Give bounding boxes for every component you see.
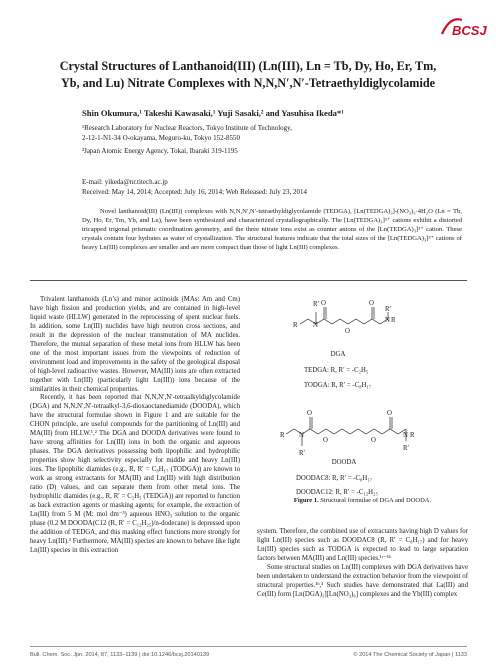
logo-text: BCSJ — [452, 23, 487, 38]
caption-label: Figure 1. — [293, 497, 319, 504]
abstract: Novel lanthanoid(III) (Ln(III)) complexes with N,N,N′,N′-tetraethyldiglycolamide (TEDGA), [Ln(TEDGA)₃]-(NO₃)₃·4H₂O (Ln = Tb, Dy, Ho, Er, Tm, Yb, and Lu), have been synthesized and characterized crystallographically. The [Ln(TEDGA)₃]³⁺ cations exhibit a distorted tricapped trigonal prismatic coordination geometry, and the three nitrate ions exist as counter anions of the [Ln(TEDGA)₃]³⁺ cation. These crystals contain four hydrates as water of crystallization. The structural features indicate that the total sizes of the [Ln(TEDGA)₃]³⁺ cations of heavy Ln(III) complexes are smaller and are more compact than those of light Ln(III) complexes. — [82, 208, 462, 251]
footer-copyright: © 2014 The Chemical Society of Japan | 1133 — [353, 652, 467, 658]
dga-label: DGA — [330, 351, 346, 358]
figure-1 — [268, 292, 458, 514]
atom-label: R′ — [313, 301, 320, 308]
author-list: Shin Okumura,¹ Takeshi Kawasaki,¹ Yuji Sasaki,² and Yasuhisa Ikeda*¹ — [82, 108, 344, 118]
atom-label: R — [293, 322, 298, 329]
atom-label: N — [403, 432, 408, 439]
paper-title: Crystal Structures of Lanthanoid(III) (Ln(III), Ln = Tb, Dy, Ho, Er, Tm, Yb, and Lu) Nitrate Complexes with N,N,N′,N′-Tetraethyldiglycolamide — [59, 59, 437, 90]
atom-label: O — [371, 437, 376, 444]
figure-caption — [257, 497, 468, 504]
doodac8-def: DOODAC8: R, R′ = -C₈H₁₇ — [296, 475, 373, 482]
atom-label: R′ — [403, 445, 410, 452]
dooda-label: DOODA — [331, 459, 357, 466]
todga-def: TODGA: R, R′ = -C₈H₁₇ — [304, 382, 372, 389]
email-address[interactable]: E-mail: yikeda@nr.titech.ac.jp — [82, 178, 168, 186]
atom-label: O — [345, 328, 350, 335]
atom-label: R — [391, 317, 396, 324]
atom-label: O — [323, 437, 328, 444]
atom-label: N — [313, 322, 318, 329]
atom-label: O — [369, 300, 374, 307]
caption-text: Structural formulae of DGA and DOODA. — [320, 497, 432, 504]
doodac12-def: DOODAC12: R, R′ = -C₁₂H₂₅ — [296, 489, 378, 496]
section-divider — [30, 280, 467, 281]
atom-label: N — [299, 432, 304, 439]
body-right-column — [257, 528, 468, 600]
atom-label: N — [385, 317, 390, 324]
body-left-column — [30, 296, 240, 556]
footer-divider — [30, 646, 467, 647]
received-dates: Received: May 14, 2014; Accepted: July 16, 2014; Web Released: July 23, 2014 — [82, 187, 308, 196]
paragraph: system. Therefore, the combined use of extractants having high D values for light Ln(III) species such as DOODAC8 (R, R′ = C₈H₁₇) and for heavy Ln(III) species such as TODGA is expected to lead to large separation factors between MA(III) and Ln(III) species.¹ʳ⁻¹ᵏ — [257, 528, 468, 562]
atom-label: R′ — [385, 306, 392, 313]
atom-label: O — [321, 300, 326, 307]
tedga-def: TEDGA: R, R′ = -C₂H₅ — [304, 367, 369, 374]
atom-label: O — [307, 410, 312, 417]
paragraph: Some structural studies on Ln(III) complexes with DGA derivatives have been undertaken to understand the extraction behavior from the viewpoint of structural properties.¹ᵇ,³ Such studies have demonstrated that La(III) and Ce(III) form [Ln(DGA)₃][Ln(NO₃)₆] complexes and the Yb(III) complex — [257, 563, 468, 598]
dates-block — [82, 178, 307, 198]
journal-logo — [440, 14, 490, 40]
paragraph: Recently, it has been reported that N,N,N′,N′-tetraalkyldiglycolamide (DGA) and N,N,N′,N′-tetraalkyl-3,6-dioxaoctanediamide (DOODA), which have the structural formulae shown in Figure 1 and are suitable for the CHON principle, are useful compounds for the partitioning of Ln(III) and MA(III) from HLLW.¹,² The DGA and DOODA derivatives were found to have strong affinities for Ln(III) ions in both the organic and aqueous phases. The DGA derivatives possessing both lipophilic and hydrophilic properties show high selectivity especially for middle and heavy Ln(III) ions. The lipophilic diamides (e.g., R, R′ = C₈H₁₇ (TODGA)) are known to work as strong extractants for MA(III) and Ln(III) with high distribution ratio (D) values, and can separate them from other metal ions. The hydrophilic diamides (e.g., R, R′ = C₂H₅ (TEDGA)) are reported to function as back extraction agents or masking agents; for example, the extraction of Ln(III) from 5 M (M: mol dm⁻³) aqueous HNO₃ solution to the organic phase (0.2 M DOODA(C12 (R, R′ = C₁₂H₂₅)/n-dodecane) is depressed upon the addition of TEDGA, and this masking effect functions more strongly for heavy Ln(III).³ Furthermore, MA(III) species are known to behave like light Ln(III) species in this extraction — [30, 394, 240, 554]
paragraph: Trivalent lanthanoids (Ln’s) and minor actinoids (MAs: Am and Cm) have high fission and production yields, and are contained in high-level liquid waste (HLLW) generated in the reprocessing of spent nuclear fuels. In addition, some Ln(III) nuclides have high neutron cross sections, and result in the depression of the nuclear transmutation of MA nuclides. Therefore, the mutual separation of these metal ions from HLLW has been one of the most important issues from the viewpoints of reduction of environment load and improvements in the safety of the geological disposal of high-level radioactive wastes. However, MA(III) ions are often extracted together with Ln(III) (particularly light Ln(III)) ions because of the similarities in their chemical properties. — [30, 296, 240, 393]
atom-label: R — [410, 432, 415, 439]
affiliation-1a: ¹Research Laboratory for Nuclear Reactors, Tokyo Institute of Technology, — [82, 124, 292, 132]
affiliation-2: ²Japan Atomic Energy Agency, Tokai, Ibaraki 319-1195 — [82, 147, 238, 155]
structural-formulae — [268, 292, 458, 497]
atom-label: R′ — [299, 450, 306, 457]
dooda-backbone — [286, 429, 406, 434]
atom-label: O — [387, 410, 392, 417]
atom-label: R — [280, 432, 285, 439]
footer-citation[interactable]: Bull. Chem. Soc. Jpn. 2014, 87, 1133–1139 | doi:10.1246/bcsj.20140139 — [30, 652, 210, 658]
affiliation-1b: 2-12-1-N1-34 O-okayama, Meguro-ku, Tokyo 152-8550 — [82, 134, 241, 142]
